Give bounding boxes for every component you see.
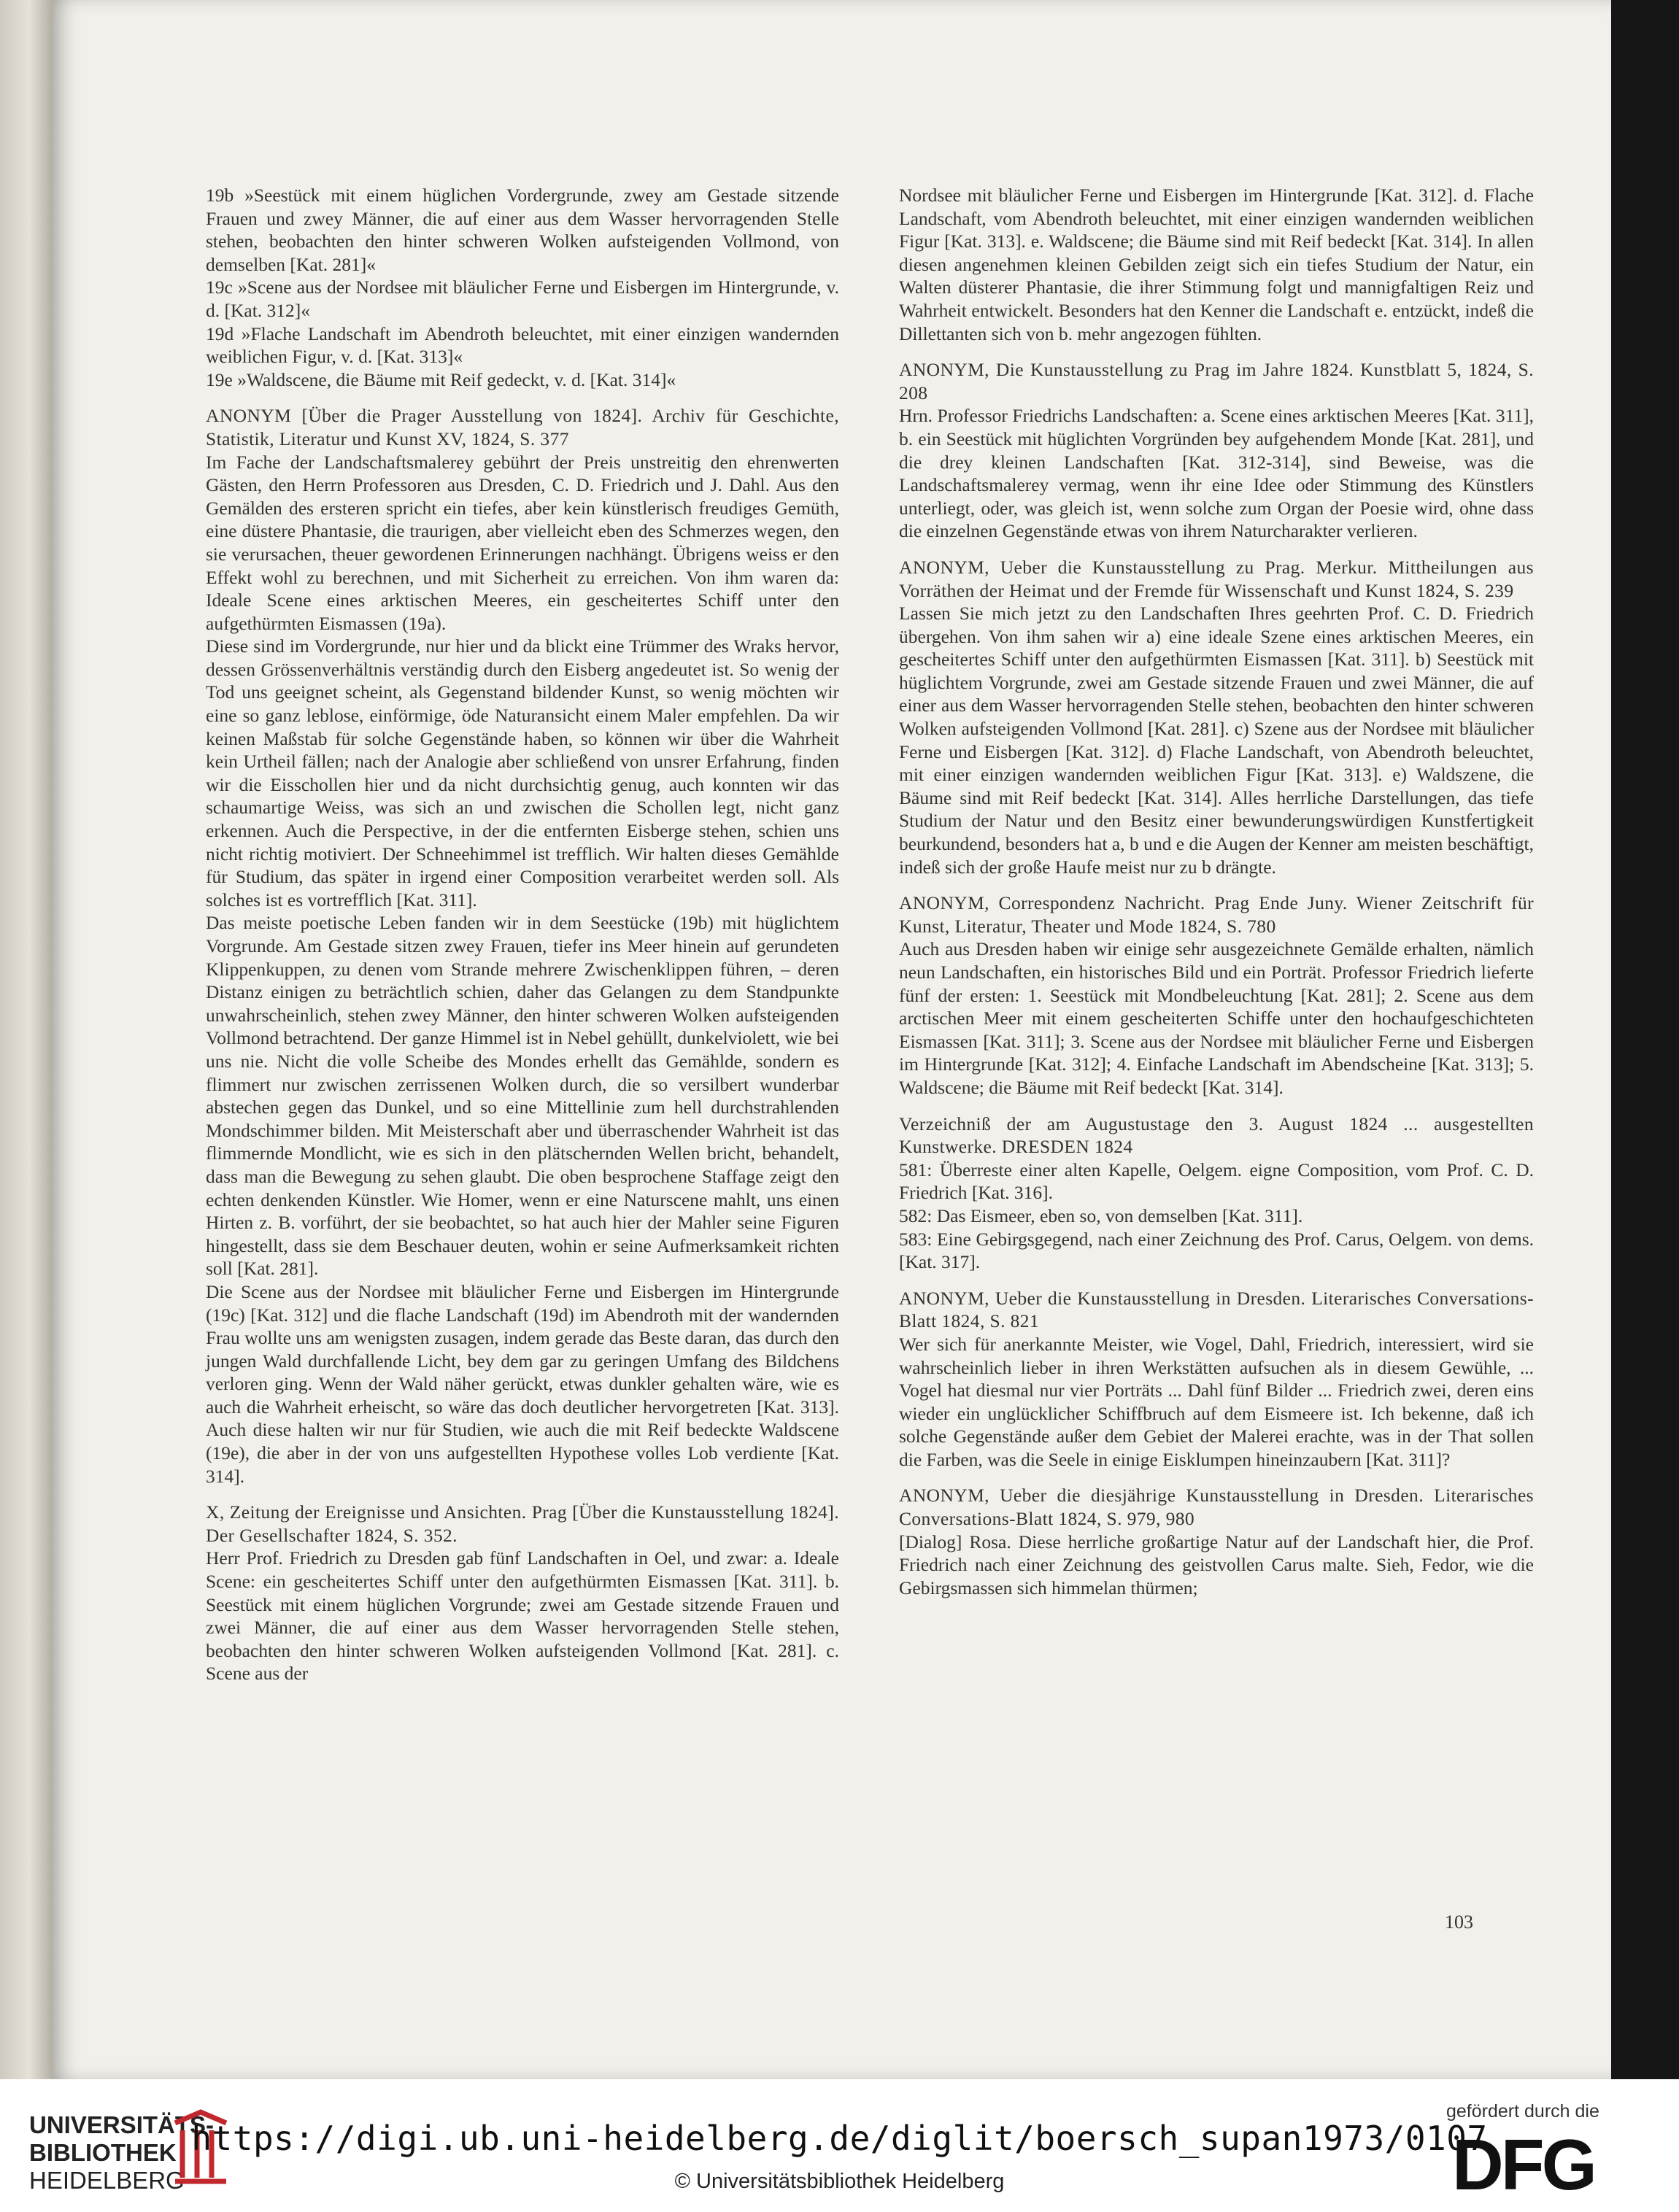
source-heading: X, Zeitung der Ereignisse und Ansichten. Prag [Über die Kunstausstellung 1824]. Der Gesellschafter 1824, S. 352. bbox=[206, 1501, 839, 1546]
body-paragraph: Lassen Sie mich jetzt zu den Landschaften Ihres geehrten Prof. C. D. Friedrich übergehen. Von ihm sahen wir a) eine ideale Szene eines arktischen Meeres, ein gescheitertes Schiff unter den aufgethürmten Eismassen [Kat. 311]. b) Seestück mit hüglichtem Vorgrunde, zwei am Gestade sitzende Frauen und zwei Männer, die auf einer aus dem Wasser hervorragenden Stelle stehen, beobachten den hinter schweren Wolken aufsteigenden Vollmond [Kat. 281]. c) Szene aus der Nordsee mit bläulicher Ferne und Eisbergen [Kat. 312]. d) Flache Landschaft, von Abendroth beleuchtet, mit einer einzigen wandernden weiblichen Figur [Kat. 313]. e) Waldszene, die Bäume sind mit Reif bedeckt [Kat. 314]. Alles herrliche Darstellungen, das tiefe Studium der Natur und den Besitz einer bewunderungswürdigen Kunstfertigkeit beurkundend, besonders hat a, b und e die Augen der Kenner am meisten beschäftigt, indeß sich der große Haufe meist nur zu b drängte. bbox=[899, 603, 1534, 878]
source-heading: ANONYM, Correspondenz Nachricht. Prag Ende Juny. Wiener Zeitschrift für Kunst, Literatur, Theater und Mode 1824, S. 780 bbox=[899, 892, 1534, 937]
catalogue-entry: 582: Das Eismeer, eben so, von demselben [Kat. 311]. bbox=[899, 1204, 1303, 1226]
facing-page-edge bbox=[0, 0, 53, 2079]
right-column bbox=[899, 184, 1534, 1599]
body-paragraph: Nordsee mit bläulicher Ferne und Eisbergen im Hintergrunde [Kat. 312]. d. Flache Landschaft, vom Abendroth beleuchtet, mit einer einzigen wandernden weiblichen Figur [Kat. 313]. e. Waldscene; die Bäume sind mit Reif bedeckt [Kat. 314]. In allen diesen angenehmen kleinen Gebilden zeigt sich ein tiefes Studium der Natur, ein Walten düsterer Phantasie, die ihrer Stimmung folgt und mannigfaltigen Reiz und Wahrheit entwickelt. Besonders hat den Kenner die Landschaft e. entzückt, indeß die Dillettanten sich von b. mehr angezogen fühlten. bbox=[899, 185, 1534, 344]
source-heading: ANONYM, Ueber die Kunstausstellung in Dresden. Literarisches Conversations-Blatt 1824, S. 821 bbox=[899, 1287, 1534, 1332]
body-paragraph: Das meiste poetische Leben fanden wir in dem Seestücke (19b) mit hüglichtem Vorgrunde. Am Gestade sitzen zwey Frauen, tiefer ins Meer hinein auf gerundeten Klippenkuppen, zu denen vom Strande mehrere Zwischenklippen führen, – deren Distanz einigen zu beträchtlich schien, daher das Gelangen zu dem Standpunkte unwahrscheinlich, stehen zwey Männer, den hinter schweren Wolken aufsteigenden Vollmond betrachtend. Der ganze Himmel ist in Nebel gehüllt, dunkelviolett, wie bei uns nie. Nicht die volle Scheibe des Mondes erhellt das Gemählde, sondern es flimmert nur zwischen zerrissenen Wolken durch, die so versilbert wunderbar abstechen gegen das Dunkel, und so eine Mittellinie zum hell durchstrahlenden Mondschimmer bilden. Mit Meisterschaft aber und überraschender Wahrheit ist das flimmernde Mondlicht, wie es sich in den plätschernden Wellen bricht, behandelt, dass man die Bewegung zu sehen glaubt. Die oben besprochene Staffage zeigt den echten denkenden Künstler. Wie Homer, wenn er eine Naturscene mahlt, uns einen Hirten z. B. vorführt, der sie beobachtet, so hat auch hier der Mahler seine Figuren hingestellt, dass sie dem Beschauer deuten, wohin er seine Aufmerksamkeit richten soll [Kat. 281]. bbox=[206, 912, 839, 1280]
page-url-link[interactable]: https://digi.ub.uni-heidelberg.de/diglit/boersch_supan1973/0107 bbox=[191, 2119, 1488, 2158]
body-paragraph: Herr Prof. Friedrich zu Dresden gab fünf Landschaften in Oel, und zwar: a. Ideale Scene: ein gescheitertes Schiff unter den aufgethürmten Eismassen [Kat. 311]. b. Seestück mit einem hüglichen Vorgrunde; zwei am Gestade sitzende Frauen und zwei Männer, die auf einer aus dem Wasser hervorragenden Stelle stehen, beobachten den hinter schweren Wolken aufsteigenden Vollmond [Kat. 281]. c. Scene aus der bbox=[206, 1547, 839, 1685]
source-heading: ANONYM, Ueber die diesjährige Kunstausstellung in Dresden. Literarisches Conversations-Blatt 1824, S. 979, 980 bbox=[899, 1485, 1534, 1530]
catalogue-entry: 583: Eine Gebirgsgegend, nach einer Zeichnung des Prof. Carus, Oelgem. von dems. [Kat. 317]. bbox=[899, 1228, 1534, 1273]
entry-19c: 19c »Scene aus der Nordsee mit bläulicher Ferne und Eisbergen im Hintergrunde, v. d. [Kat. 312]« bbox=[206, 276, 839, 321]
body-paragraph: Die Scene aus der Nordsee mit bläulicher Ferne und Eisbergen im Hintergrunde (19c) [Kat. 312] und die flache Landschaft (19d) im Abendroth mit der wandernden Frau wollte uns am wenigsten zusagen, indem gerade das Beste daran, das durch den jungen Wald durchfallende Licht, bey dem gar zu geringen Umfang des Bildchens verloren ging. Wenn der Wald näher gerückt, etwas dunkler gehalten wäre, wie es auch die Wahrheit erheischt, so wäre das doch deutlicher hervorgetreten [Kat. 313]. Auch diese halten wir nur für Studien, wie auch die mit Reif bedeckte Waldscene (19e), die aber in der von uns aufgestellten Hypothese volles Lob verdiente [Kat. 314]. bbox=[206, 1280, 839, 1487]
entry-19b: 19b »Seestück mit einem hüglichen Vordergrunde, zwey am Gestade sitzende Frauen und zwey Männer, die auf einer aus dem Wasser hervorragenden Stelle stehen, beobachten den hinter schweren Wolken aufsteigenden Vollmond, von demselben [Kat. 281]« bbox=[206, 185, 839, 275]
body-paragraph: Im Fache der Landschaftsmalerey gebührt der Preis unstreitig den ehrenwerten Gästen, den Herrn Professoren aus Dresden, C. D. Friedrich und J. Dahl. Aus den Gemälden des ersteren spricht ein tiefes, aber kein künstlerisch freudiges Gemüth, eine düstere Phantasie, die traurigen, aber vielleicht eben des Schmerzes wegen, den sie verursachen, theuer gewordenen Erinnerungen nachhängt. Übrigens weiss er den Effekt wohl zu berechnen, und mit Sicherheit zu erreichen. Von ihm waren da: Ideale Scene eines arktischen Meeres, ein gescheitertes Schiff unter den aufgethürmten Eismassen (19a). bbox=[206, 451, 839, 634]
left-column bbox=[206, 184, 839, 1685]
library-line: UNIVERSITÄTS- bbox=[29, 2111, 215, 2138]
entry-19d: 19d »Flache Landschaft im Abendroth beleuchtet, mit einer einzigen wandernden weiblichen Figur, v. d. [Kat. 313]« bbox=[206, 322, 839, 368]
source-heading: Verzeichniß der am Augustustage den 3. August 1824 ... ausgestellten Kunstwerke. DRESDEN 1824 bbox=[899, 1113, 1534, 1158]
book-page bbox=[53, 0, 1611, 2079]
library-line: BIBLIOTHEK bbox=[29, 2139, 177, 2166]
copyright-notice: © Universitätsbibliothek Heidelberg bbox=[674, 2170, 1005, 2193]
catalogue-entry: 581: Überreste einer alten Kapelle, Oelgem. eigne Composition, vom Prof. C. D. Friedrich [Kat. 316]. bbox=[899, 1159, 1534, 1204]
funding-caption: gefördert durch die bbox=[1446, 2101, 1599, 2122]
source-heading: ANONYM [Über die Prager Ausstellung von 1824]. Archiv für Geschichte, Statistik, Literatur und Kunst XV, 1824, S. 377 bbox=[206, 405, 839, 449]
body-paragraph: [Dialog] Rosa. Diese herrliche großartige Natur auf der Landschaft hier, die Prof. Friedrich nach einer Zeichnung des geistvollen Carus malte. Sieh, Fedor, wie die Gebirgsmassen sich himmelan thürmen; bbox=[899, 1531, 1534, 1598]
source-heading: ANONYM, Ueber die Kunstausstellung zu Prag. Merkur. Mittheilungen aus Vorräthen der Heimat und der Fremde für Wissenschaft und Kunst 1824, S. 239 bbox=[899, 556, 1534, 601]
body-paragraph: Wer sich für anerkannte Meister, wie Vogel, Dahl, Friedrich, interessiert, wird sie wahrscheinlich lieber in ihren Werkstätten aufsuchen als in diesem Gewühle, ... Vogel hat diesmal nur vier Porträts ... Dahl fünf Bilder ... Friedrich zwei, deren eins wieder ein unglücklicher Schiffbruch auf dem Eismeere ist. Ich bekenne, daß ich solche Gegenstände außer dem Gebiet der Malerei erachte, was in der That sollen die Farben, was die Seele in einige Eisklumpen hineinzaubern [Kat. 311]? bbox=[899, 1333, 1534, 1470]
body-paragraph: Diese sind im Vordergrunde, nur hier und da blickt eine Trümmer des Wraks hervor, dessen Grössenverhältnis verständig durch den Eisberg angedeutet ist. So wenig der Tod uns geeignet scheint, als Gegenstand bildender Kunst, so wenig möchten wir eine so ganz leblose, einförmige, öde Naturansicht einem Maler empfehlen. Da wir keinen Maßstab für solche Gegenstände haben, so können wir über die Wahrheit kein Urtheil fällen; nach der Analogie aber schließend von unsrer Erfahrung, finden wir die Eisschollen hier und da nicht durchsichtig genug, auch konnten wir das schaumartige Weiss, was sich an und zwischen die Schollen legt, nicht ganz erkennen. Auch die Perspective, in der die entfernten Eisberge stehen, schien uns nicht richtig motiviert. Der Schneehimmel ist trefflich. Wir halten dieses Gemählde für Studium, das später in irgend einer Composition verarbeitet werden soll. Als solches ist es vortrefflich [Kat. 311]. bbox=[206, 635, 839, 910]
body-paragraph: Auch aus Dresden haben wir einige sehr ausgezeichnete Gemälde erhalten, nämlich neun Landschaften, ein historisches Bild und ein Porträt. Professor Friedrich lieferte fünf der ersten: 1. Seestück mit Mondbeleuchtung [Kat. 281]; 2. Scene aus dem arctischen Meer mit einem gescheiterten Schiffe unter den hochaufgeschichteten Eismassen [Kat. 311]; 3. Scene aus der Nordsee mit bläulicher Ferne und Eisbergen im Hintergrunde [Kat. 312]; 4. Einfache Landschaft im Abendscheine [Kat. 313]; 5. Waldscene; die Bäume mit Reif bedeckt [Kat. 314]. bbox=[899, 938, 1534, 1098]
viewer-footer bbox=[0, 2079, 1679, 2212]
body-paragraph: Hrn. Professor Friedrichs Landschaften: a. Scene eines arktischen Meeres [Kat. 311], b. ein Seestück mit hüglichten Vorgründen bey aufgehendem Monde [Kat. 281], und die drey kleinen Landschaften [Kat. 312-314], sind Beweise, was die Landschaftsmalerey vermag, wenn ihr eine Idee oder Stimmung des Künstlers unterliegt, oder, was gleich ist, wenn solche zum Organ der Poesie wird, ohne dass die einzelnen Gegenstände etwas von ihrem Naturcharakter verlieren. bbox=[899, 405, 1534, 542]
page-number: 103 bbox=[1445, 1911, 1473, 1933]
library-line: HEIDELBERG bbox=[29, 2167, 185, 2194]
source-heading: ANONYM, Die Kunstausstellung zu Prag im Jahre 1824. Kunstblatt 5, 1824, S. 208 bbox=[899, 359, 1534, 403]
entry-19e: 19e »Waldscene, die Bäume mit Reif gedeckt, v. d. [Kat. 314]« bbox=[206, 368, 676, 390]
dfg-logo: DFG bbox=[1452, 2124, 1594, 2205]
